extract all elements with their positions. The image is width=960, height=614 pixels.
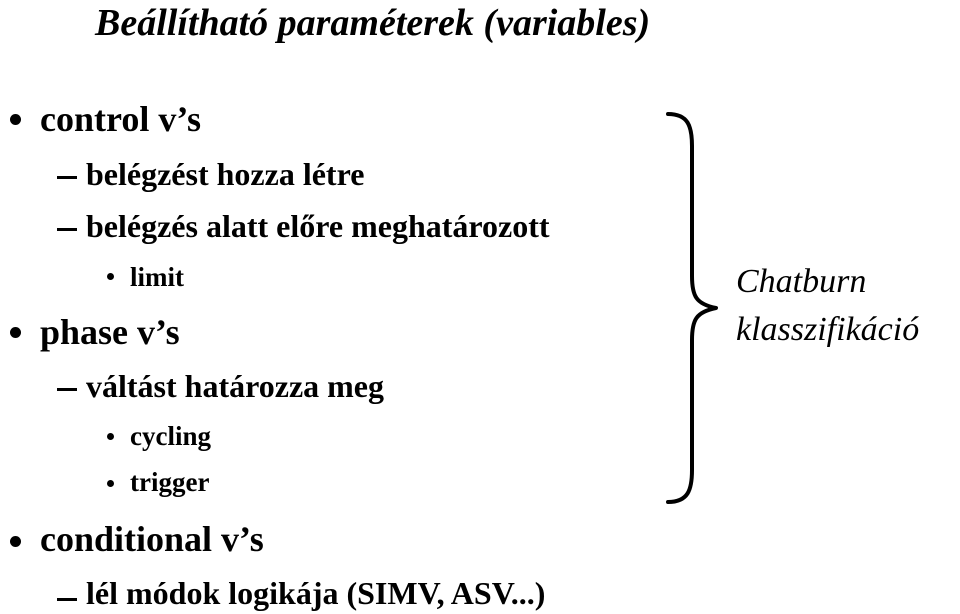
slide-title: Beállítható paraméterek (variables) bbox=[95, 2, 651, 44]
bullet-dash bbox=[57, 388, 77, 391]
list-item-conditional-vs: conditional v’s bbox=[40, 519, 264, 559]
bullet-dot-small bbox=[107, 273, 114, 280]
bullet-dot bbox=[10, 114, 21, 125]
bullet-dot bbox=[10, 536, 21, 547]
list-item-switch-determines: váltást határozza meg bbox=[86, 368, 384, 404]
side-note-line1: Chatburn bbox=[736, 263, 867, 300]
bullet-dot-small bbox=[107, 480, 114, 487]
curly-brace-icon bbox=[660, 110, 720, 510]
side-note-line2: klasszifikáció bbox=[736, 311, 920, 348]
list-item-trigger: trigger bbox=[130, 467, 210, 497]
bullet-dash bbox=[57, 598, 77, 601]
list-item-inspiration-created: belégzést hozza létre bbox=[86, 156, 365, 192]
list-item-control-vs: control v’s bbox=[40, 99, 201, 139]
bullet-dot bbox=[10, 327, 21, 338]
list-item-cycling: cycling bbox=[130, 421, 211, 451]
list-item-modes-logic: lél módok logikája (SIMV, ASV...) bbox=[86, 575, 546, 611]
bullet-dash bbox=[57, 228, 77, 231]
bullet-dot-small bbox=[107, 433, 114, 440]
bullet-dash bbox=[57, 176, 77, 179]
list-item-predetermined: belégzés alatt előre meghatározott bbox=[86, 208, 550, 244]
list-item-limit: limit bbox=[130, 262, 184, 292]
list-item-phase-vs: phase v’s bbox=[40, 312, 180, 352]
